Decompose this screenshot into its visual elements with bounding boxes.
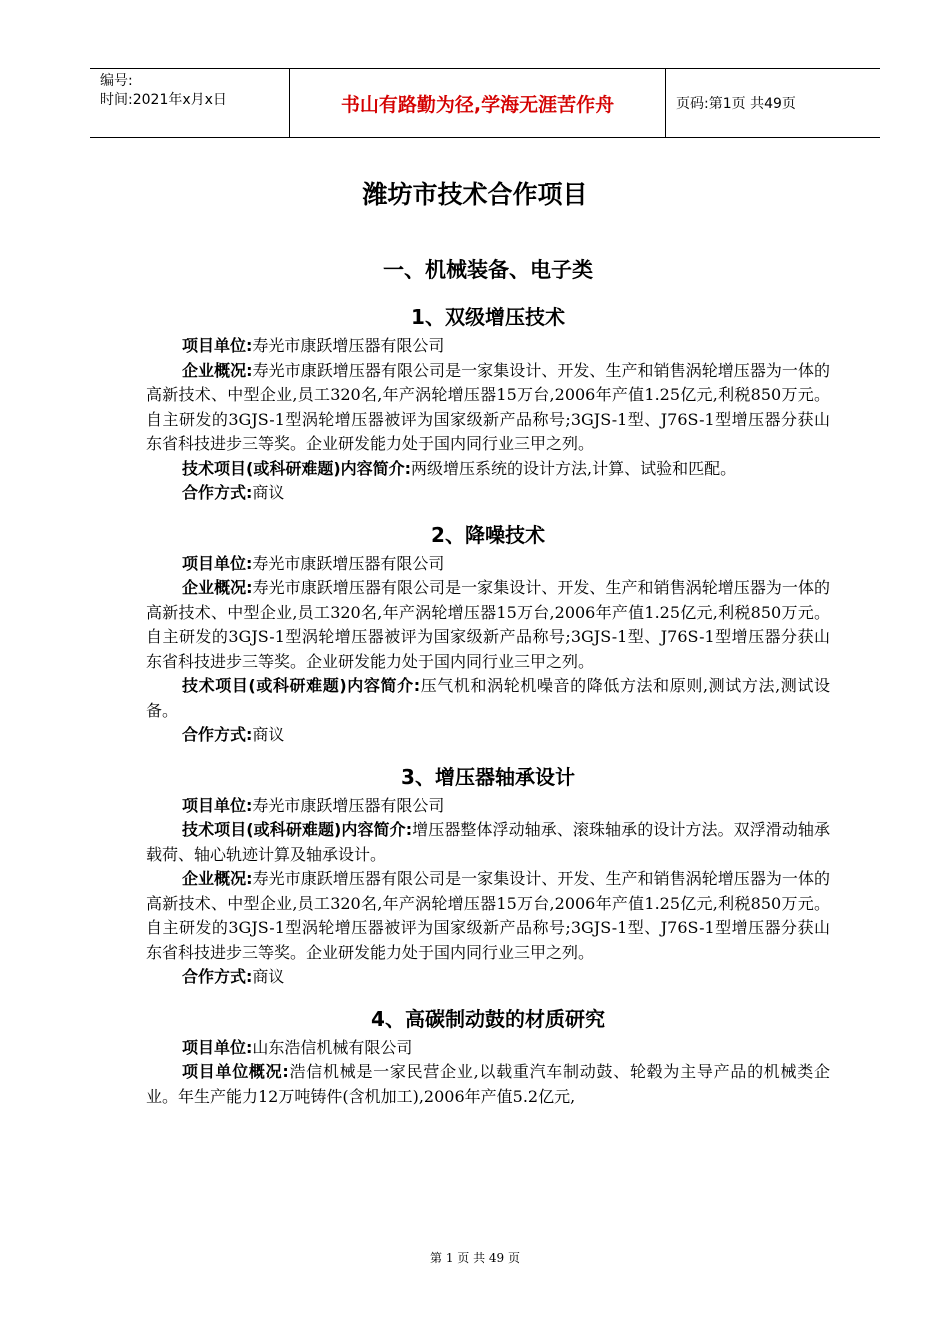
field-text: 商议	[252, 967, 285, 986]
project-paragraph	[146, 359, 830, 457]
page-header	[90, 68, 880, 138]
field-label: 合作方式:	[182, 483, 253, 502]
field-label: 企业概况:	[182, 869, 253, 888]
project-item	[146, 300, 830, 506]
project-paragraph	[146, 867, 830, 965]
document-body	[146, 250, 830, 1109]
field-label: 技术项目(或科研难题)内容简介:	[182, 820, 413, 839]
field-text: 商议	[252, 483, 285, 502]
header-page-info: 页码:第1页 共49页	[676, 96, 796, 112]
field-text: 压气机和涡轮机噪音的降低方法和原则,测试方法,测试设备。	[146, 676, 830, 720]
project-paragraph	[146, 1060, 830, 1109]
project-paragraph	[146, 481, 830, 506]
project-title: 2、降噪技术	[431, 522, 545, 547]
field-text: 山东浩信机械有限公司	[252, 1037, 413, 1057]
project-paragraph	[146, 576, 830, 674]
time-label: 时间:2021年x月x日	[100, 92, 227, 108]
project-item	[146, 760, 830, 990]
field-text: 增压器整体浮动轴承、滚珠轴承的设计方法。双浮滑动轴承载荷、轴心轨迹计算及轴承设计。	[146, 820, 830, 864]
project-paragraph	[146, 552, 830, 577]
field-text: 浩信机械是一家民营企业,以载重汽车制动鼓、轮毂为主导产品的机械类企业。年生产能力12万吨铸件(含机加工),2006年产值5.2亿元,	[146, 1062, 830, 1106]
field-label: 企业概况:	[182, 360, 253, 380]
project-title: 3、增压器轴承设计	[401, 764, 575, 789]
field-text: 两级增压系统的设计方法,计算、试验和匹配。	[411, 458, 737, 478]
project-item	[146, 518, 830, 748]
project-paragraph	[146, 818, 830, 867]
field-label: 技术项目(或科研难题)内容简介:	[182, 458, 412, 478]
field-text: 寿光市康跃增压器有限公司是一家集设计、开发、生产和销售涡轮增压器为一体的高新技术、中型企业,员工320名,年产涡轮增压器15万台,2006年产值1.25亿元,利税850万元。自主研发的3GJS-1型涡轮增压器被评为国家级新产品称号;3GJS-1型、J76S-1型增压器分获山东省科技进步三等奖。企业研发能力处于国内同行业三甲之列。	[146, 360, 830, 453]
project-paragraph	[146, 334, 830, 359]
project-item	[146, 1002, 830, 1110]
project-paragraph	[146, 794, 830, 819]
field-label: 项目单位:	[182, 795, 253, 815]
document-title: 潍坊市技术合作项目	[362, 180, 588, 209]
header-meta	[90, 69, 290, 137]
project-title: 4、高碳制动鼓的材质研究	[371, 1006, 605, 1031]
field-label: 项目单位:	[182, 1037, 253, 1057]
field-text: 寿光市康跃增压器有限公司	[252, 795, 445, 815]
field-label: 企业概况:	[182, 578, 253, 597]
page-footer: 第 1 页 共 49 页	[430, 1251, 520, 1265]
project-paragraph	[146, 457, 830, 482]
project-title: 1、双级增压技术	[411, 305, 565, 329]
field-label: 项目单位概况:	[182, 1062, 289, 1081]
field-label: 项目单位:	[182, 336, 253, 355]
field-label: 合作方式:	[182, 967, 253, 986]
section-title: 一、机械装备、电子类	[383, 258, 593, 282]
header-motto: 书山有路勤为径,学海无涯苦作舟	[290, 69, 666, 137]
field-text: 寿光市康跃增压器有限公司	[252, 336, 445, 355]
field-label: 技术项目(或科研难题)内容简介:	[182, 676, 421, 695]
project-paragraph	[146, 723, 830, 748]
project-paragraph	[146, 965, 830, 990]
number-label: 编号:	[100, 73, 133, 89]
field-label: 项目单位:	[182, 553, 253, 573]
field-text: 寿光市康跃增压器有限公司是一家集设计、开发、生产和销售涡轮增压器为一体的高新技术、中型企业,员工320名,年产涡轮增压器15万台,2006年产值1.25亿元,利税850万元。自主研发的3GJS-1型涡轮增压器被评为国家级新产品称号;3GJS-1型、J76S-1型增压器分获山东省科技进步三等奖。企业研发能力处于国内同行业三甲之列。	[146, 578, 830, 671]
field-text: 寿光市康跃增压器有限公司	[252, 553, 445, 573]
field-label: 合作方式:	[182, 725, 253, 744]
project-paragraph	[146, 1036, 830, 1061]
project-paragraph	[146, 674, 830, 723]
field-text: 商议	[252, 725, 285, 744]
field-text: 寿光市康跃增压器有限公司是一家集设计、开发、生产和销售涡轮增压器为一体的高新技术、中型企业,员工320名,年产涡轮增压器15万台,2006年产值1.25亿元,利税850万元。自主研发的3GJS-1型涡轮增压器被评为国家级新产品称号;3GJS-1型、J76S-1型增压器分获山东省科技进步三等奖。企业研发能力处于国内同行业三甲之列。	[146, 869, 830, 962]
